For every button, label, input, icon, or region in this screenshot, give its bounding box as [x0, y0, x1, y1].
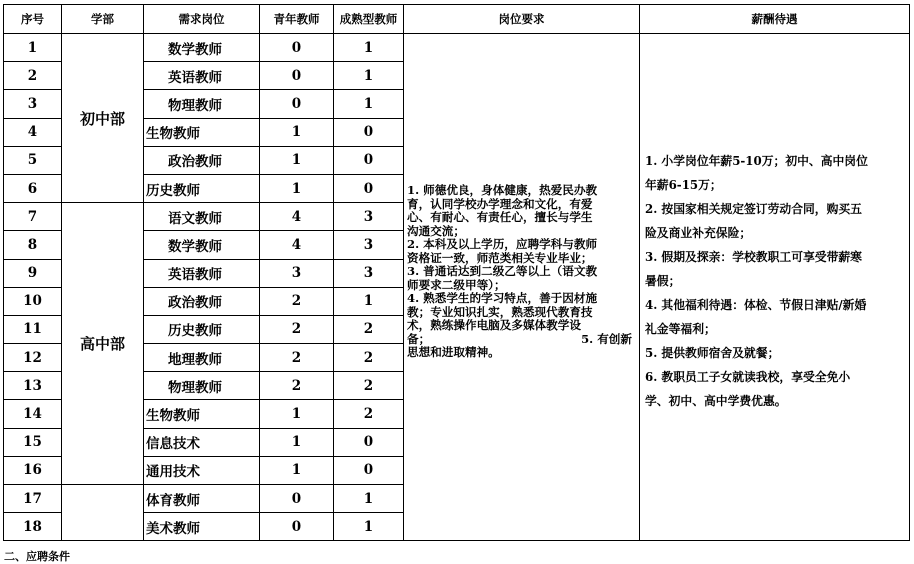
row-senior-count: 2	[334, 315, 404, 343]
salary-line: 5. 提供教师宿舍及就餐；	[645, 346, 780, 360]
row-position: 信息技术	[144, 428, 260, 456]
dept-senior: 高中部	[62, 203, 144, 485]
row-young-count: 1	[260, 146, 334, 174]
row-index: 14	[4, 400, 62, 428]
row-young-count: 2	[260, 344, 334, 372]
row-index: 5	[4, 146, 62, 174]
requirements-line: 沟通交流；	[407, 223, 465, 238]
header-salary: 薪酬待遇	[640, 5, 910, 34]
row-position: 政治教师	[144, 146, 260, 174]
row-position: 历史教师	[144, 174, 260, 202]
row-index: 6	[4, 174, 62, 202]
row-index: 7	[4, 203, 62, 231]
requirements-line: 资格证一致，师范类相关专业毕业；	[407, 250, 593, 265]
requirements-line: 思想和进取精神。	[407, 345, 500, 359]
salary-line: 险及商业补充保险；	[645, 226, 752, 240]
row-young-count: 2	[260, 287, 334, 315]
requirements-line: 教；专业知识扎实，熟悉现代教育技	[407, 304, 593, 319]
row-position: 英语教师	[144, 62, 260, 90]
salary-cell	[640, 34, 910, 541]
row-young-count: 0	[260, 485, 334, 513]
row-index: 2	[4, 62, 62, 90]
row-index: 10	[4, 287, 62, 315]
requirements-line: 1. 师德优良，身体健康，热爱民办教	[407, 183, 598, 197]
row-senior-count: 1	[334, 90, 404, 118]
row-senior-count: 3	[334, 231, 404, 259]
row-young-count: 0	[260, 62, 334, 90]
header-senior-teacher: 成熟型教师	[334, 5, 404, 34]
row-position: 物理教师	[144, 372, 260, 400]
row-index: 1	[4, 34, 62, 62]
row-senior-count: 1	[334, 513, 404, 541]
row-position: 物理教师	[144, 90, 260, 118]
row-position: 地理教师	[144, 344, 260, 372]
row-position: 通用技术	[144, 456, 260, 484]
header-young-teacher: 青年教师	[260, 5, 334, 34]
row-position: 生物教师	[144, 118, 260, 146]
salary-line: 2. 按国家相关规定签订劳动合同，购买五	[645, 202, 862, 216]
row-position: 数学教师	[144, 231, 260, 259]
header-index: 序号	[4, 5, 62, 34]
row-position: 英语教师	[144, 259, 260, 287]
row-senior-count: 2	[334, 344, 404, 372]
salary-line: 6. 教职员工子女就读我校，享受全免小	[645, 370, 851, 384]
row-senior-count: 0	[334, 174, 404, 202]
requirements-line: 师要求二级甲等）；	[407, 277, 506, 292]
row-young-count: 4	[260, 203, 334, 231]
row-index: 16	[4, 456, 62, 484]
header-row	[4, 5, 910, 34]
row-young-count: 1	[260, 400, 334, 428]
row-index: 18	[4, 513, 62, 541]
salary-line: 4. 其他福利待遇：体检、节假日津贴/新婚	[645, 298, 867, 312]
row-senior-count: 0	[334, 456, 404, 484]
salary-line: 3. 假期及探亲：学校教职工可享受带薪寒	[645, 250, 862, 264]
requirements-cell	[404, 34, 640, 541]
row-young-count: 0	[260, 90, 334, 118]
requirements-line-part: 5. 有创新	[581, 331, 632, 346]
row-senior-count: 1	[334, 34, 404, 62]
row-senior-count: 1	[334, 287, 404, 315]
header-requirements: 岗位要求	[404, 5, 640, 34]
recruitment-table	[3, 4, 910, 541]
dept-other	[62, 485, 144, 541]
row-young-count: 4	[260, 231, 334, 259]
row-senior-count: 3	[334, 203, 404, 231]
row-senior-count: 0	[334, 428, 404, 456]
row-young-count: 2	[260, 315, 334, 343]
row-young-count: 3	[260, 259, 334, 287]
row-young-count: 0	[260, 34, 334, 62]
dept-junior: 初中部	[62, 34, 144, 203]
row-index: 11	[4, 315, 62, 343]
salary-line: 1. 小学岗位年薪5-10万；初中、高中岗位	[645, 154, 868, 168]
row-position: 生物教师	[144, 400, 260, 428]
row-index: 8	[4, 231, 62, 259]
row-position: 历史教师	[144, 315, 260, 343]
requirements-line-split	[407, 333, 636, 347]
row-index: 17	[4, 485, 62, 513]
row-index: 12	[4, 344, 62, 372]
requirements-line-part: 备；	[407, 331, 431, 346]
salary-line: 学、初中、高中学费优惠。	[645, 394, 787, 408]
row-senior-count: 0	[334, 146, 404, 174]
row-young-count: 1	[260, 456, 334, 484]
row-position: 数学教师	[144, 34, 260, 62]
row-young-count: 1	[260, 428, 334, 456]
header-position: 需求岗位	[144, 5, 260, 34]
row-position: 美术教师	[144, 513, 260, 541]
row-senior-count: 1	[334, 62, 404, 90]
requirements-line: 育，认同学校办学理念和文化，有爱	[407, 196, 593, 211]
row-senior-count: 0	[334, 118, 404, 146]
requirements-line: 术，熟练操作电脑及多媒体教学设	[407, 318, 581, 332]
row-index: 15	[4, 428, 62, 456]
row-young-count: 1	[260, 174, 334, 202]
row-index: 13	[4, 372, 62, 400]
row-young-count: 1	[260, 118, 334, 146]
row-position: 语文教师	[144, 203, 260, 231]
row-young-count: 0	[260, 513, 334, 541]
row-position: 政治教师	[144, 287, 260, 315]
row-young-count: 2	[260, 372, 334, 400]
row-position: 体育教师	[144, 485, 260, 513]
salary-line: 年薪6-15万；	[645, 178, 722, 192]
row-index: 9	[4, 259, 62, 287]
header-dept: 学部	[62, 5, 144, 34]
salary-line: 礼金等福利；	[645, 322, 716, 336]
requirements-line: 4. 熟悉学生的学习特点，善于因材施	[407, 291, 598, 305]
row-senior-count: 3	[334, 259, 404, 287]
requirements-line: 心、有耐心、有责任心，擅长与学生	[407, 210, 593, 224]
requirements-line: 2. 本科及以上学历，应聘学科与教师	[407, 237, 598, 251]
table-row	[4, 34, 910, 62]
section-heading: 二、应聘条件	[4, 550, 70, 563]
salary-line: 暑假；	[645, 274, 681, 288]
row-senior-count: 1	[334, 485, 404, 513]
row-index: 3	[4, 90, 62, 118]
requirements-line: 3. 普通话达到二级乙等以上（语文教	[407, 264, 598, 278]
row-senior-count: 2	[334, 372, 404, 400]
row-senior-count: 2	[334, 400, 404, 428]
row-index: 4	[4, 118, 62, 146]
